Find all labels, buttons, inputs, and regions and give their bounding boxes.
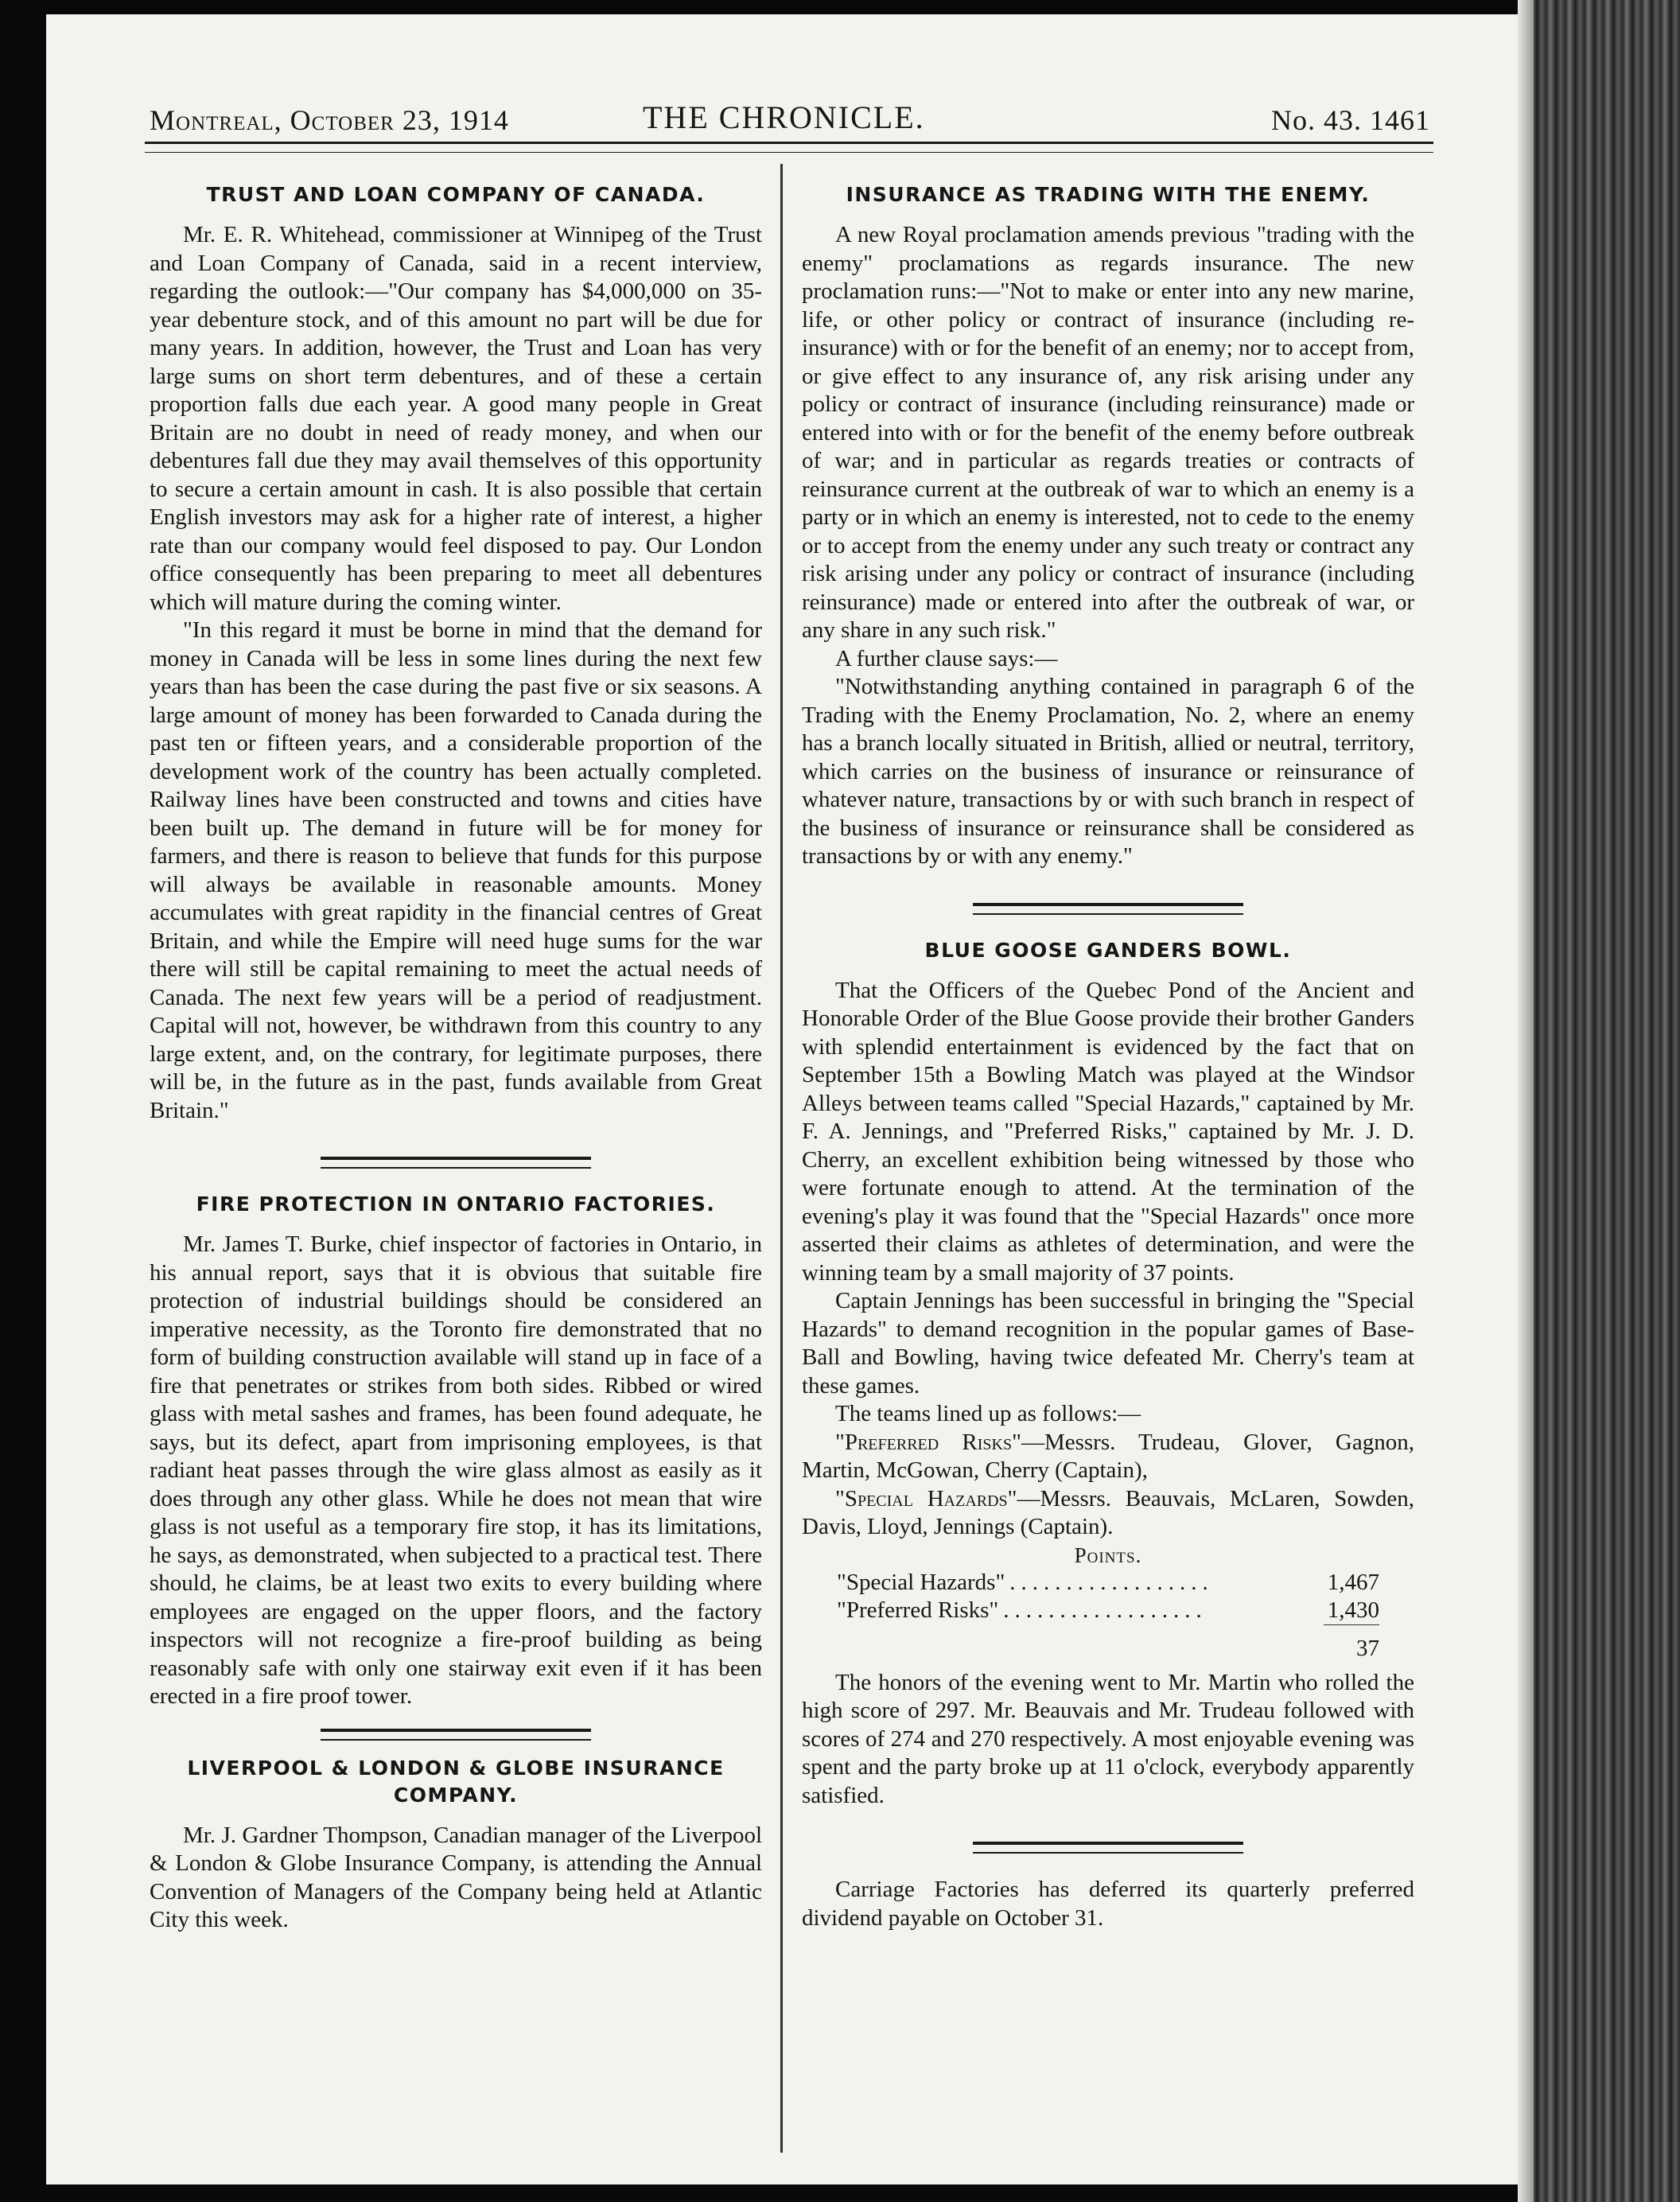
article-paragraph: Mr. James T. Burke, chief inspector of factories in Ontario, in his annual report, says that it is obvious that suitable fire protection of industrial buildings should be considered an imperative necessity, as the Toronto fire demonstrated that no form of building construction available will stand up in face of a fire that penetrates or strikes from both sides. Ribbed or wired glass with metal sashes and frames, has been found adequate, he says, but its defect, apart from imprisoning employees, is that radiant heat passes through the wire glass almost as easily as it does through any other glass. While he does not mean that wire glass is not useful as a temporary fire stop, it has its limitations, he says, as demonstrated, when subjected to a practical test. There should, he claims, be at least two exits to every building where employees are engaged on the upper floors, and the factory inspectors will not recognize a fire-proof building as being reasonably safe with only one stairway exit even if it has been erected in a fire proof tower. [150, 1231, 762, 1709]
dateline: Montreal, October 23, 1914 [150, 104, 509, 136]
article-title: FIRE PROTECTION IN ONTARIO FACTORIES. [196, 1192, 716, 1216]
left-column [150, 173, 762, 1935]
team-players: —Messrs. Beauvais, McLaren, Sowden, Davis, Lloyd, Jennings (Captain). [802, 1485, 1415, 1539]
section-divider [973, 1842, 1243, 1854]
article-paragraph: Mr. E. R. Whitehead, commissioner at Winnipeg of the Trust and Loan Company of Canada, said in a recent interview, regarding the outlook:—"Our company has $4,000,000 on 35-year debenture stock, and of this amount no part will be due for many years. In addition, however, the Trust and Loan has very large sums on short term debentures, and of these a certain proportion falls due each year. A good many people in Great Britain are no doubt in need of ready money, and when our debentures fall due they may avail themselves of this opportunity to secure a certain amount in cash. It is also possible that certain English investors may ask for a higher rate of interest, a higher rate than our company would feel disposed to pay. Our London office consequently has been preparing to meet all debentures which will mature during the coming winter. [150, 222, 762, 615]
team-name: "Preferred Risks" [835, 1429, 1021, 1455]
section-divider [973, 903, 1243, 915]
score-label: "Special Hazards" [837, 1569, 1005, 1595]
sum-rule [1324, 1624, 1379, 1625]
article-paragraph: "Notwithstanding anything contained in paragraph 6 of the Trading with the Enemy Proclamation, No. 2, where an enemy has a branch locally situated in British, allied or neutral, territory, which carries on the business of insurance or reinsurance of whatever nature, transactions by or with such branch in respect of the business of insurance or reinsurance shall be considered as transactions by or with any enemy." [802, 674, 1414, 869]
score-difference: 37 [1356, 1635, 1379, 1661]
issue-and-page-number: No. 43. 1461 [1271, 104, 1430, 136]
score-row [837, 1569, 1379, 1597]
article-carriage [802, 1876, 1414, 1932]
article-insurance-enemy [802, 181, 1414, 871]
article-title: TRUST AND LOAN COMPANY OF CANADA. [206, 183, 706, 206]
team-lineup [802, 1429, 1414, 1485]
article-title: LIVERPOOL & LONDON & GLOBE INSURANCE COMPANY. [187, 1756, 725, 1807]
article-paragraph: A new Royal proclamation amends previous "trading with the enemy" proclamations as regards insurance. The new proclamation runs:—"Not to make or enter into any new marine, life, or other policy or contract of insurance (including re-insurance) with or for the benefit of an enemy; nor to accept from, or give effect to any insurance of, any risk arising under any policy or contract of insurance (including reinsurance) made or entered into with or for the benefit of the enemy before outbreak of war; and in particular as regards treaties or contracts of reinsurance current at the outbreak of war to which an enemy is a party or in which an enemy is interested, not to cede to the enemy or to accept from the enemy under any such treaty or contract any risk arising under any policy or contract of insurance (including reinsurance) made or entered into after the outbreak of war, or any share in any such risk." [802, 222, 1414, 643]
team-name: "Special Hazards" [835, 1485, 1017, 1511]
team-players: —Messrs. Trudeau, Glover, Gagnon, Martin, McGowan, Cherry (Captain), [802, 1429, 1414, 1483]
score-row [837, 1597, 1379, 1624]
score-value: 1,467 [1327, 1569, 1379, 1595]
article-paragraph: The honors of the evening went to Mr. Martin who rolled the high score of 297. Mr. Beauvais and Mr. Trudeau followed with scores of 274 and 270 respectively. A most enjoyable evening was spent and the party broke up at 11 o'clock, everybody apparently satisfied. [802, 1669, 1414, 1808]
masthead: THE CHRONICLE. [643, 99, 925, 135]
article-fire-protection [150, 1191, 762, 1711]
article-paragraph: The teams lined up as follows:— [835, 1401, 1141, 1426]
score-leader-dots: .................. [1003, 1597, 1208, 1623]
team-lineup [802, 1485, 1414, 1542]
section-divider [321, 1729, 591, 1741]
points-heading: Points. [1074, 1543, 1142, 1567]
newspaper-page [46, 14, 1518, 2184]
article-paragraph: "In this regard it must be borne in mind that the demand for money in Canada will be less in some lines during the next few years than has been the case during the past five or six seasons. A large amount of money has been forwarded to Canada during the past ten or fifteen years, and a considerable proportion of the development work of the country has been actually completed. Railway lines have been constructed and towns and cities have been built up. The demand in future will be for money for farmers, and there is reason to believe that funds for this purpose will always be available in reasonable amounts. Money accumulates with great rapidity in the financial centres of Great Britain, and while the Empire will need huge sums for the war there will still be capital remaining to meet the actual needs of Canada. The next few years will be a period of readjustment. Capital will not, however, be withdrawn from this country to any large extent, and, on the contrary, for legitimate purposes, there will be, in the future as in the past, funds available from Great Britain." [150, 617, 762, 1123]
article-liverpool [150, 1755, 762, 1935]
section-divider [321, 1157, 591, 1169]
right-column [802, 173, 1414, 1932]
score-leader-dots: .................. [1009, 1569, 1214, 1595]
running-head [150, 94, 1430, 142]
page-edges [1518, 0, 1534, 2202]
column-rule [780, 164, 783, 2153]
article-paragraph: That the Officers of the Quebec Pond of the Ancient and Honorable Order of the Blue Goose provide their brother Ganders with splendid entertainment is evidenced by the fact that on September 15th a Bowling Match was played at the Windsor Alleys between teams called "Special Hazards," captained by Mr. F. A. Jennings, and "Preferred Risks," captained by Mr. J. D. Cherry, an excellent exhibition being witnessed by those who were fortunate enough to attend. At the termination of the evening's play it was found that the "Special Hazards" once more asserted their claims as athletes of determination, and were the winning team by a small majority of 37 points. [802, 977, 1414, 1286]
header-rule [145, 142, 1433, 153]
score-label: "Preferred Risks" [837, 1597, 999, 1623]
article-paragraph: Mr. J. Gardner Thompson, Canadian manager of the Liverpool & London & Globe Insurance Company, is attending the Annual Convention of Managers of the Company being held at Atlantic City this week. [150, 1822, 762, 1932]
article-blue-goose [802, 937, 1414, 1811]
article-paragraph: A further clause says:— [835, 645, 1058, 671]
article-title: INSURANCE AS TRADING WITH THE ENEMY. [846, 183, 1371, 206]
article-paragraph: Captain Jennings has been successful in bringing the "Special Hazards" to demand recognition in the popular games of Base-Ball and Bowling, having twice defeated Mr. Cherry's team at these games. [802, 1288, 1414, 1399]
article-title: BLUE GOOSE GANDERS BOWL. [924, 938, 1292, 962]
book-binding [1518, 0, 1680, 2202]
article-trust-loan [150, 181, 762, 1125]
article-paragraph: Carriage Factories has deferred its quarterly preferred dividend payable on October 31. [802, 1877, 1414, 1931]
score-value: 1,430 [1327, 1597, 1379, 1623]
